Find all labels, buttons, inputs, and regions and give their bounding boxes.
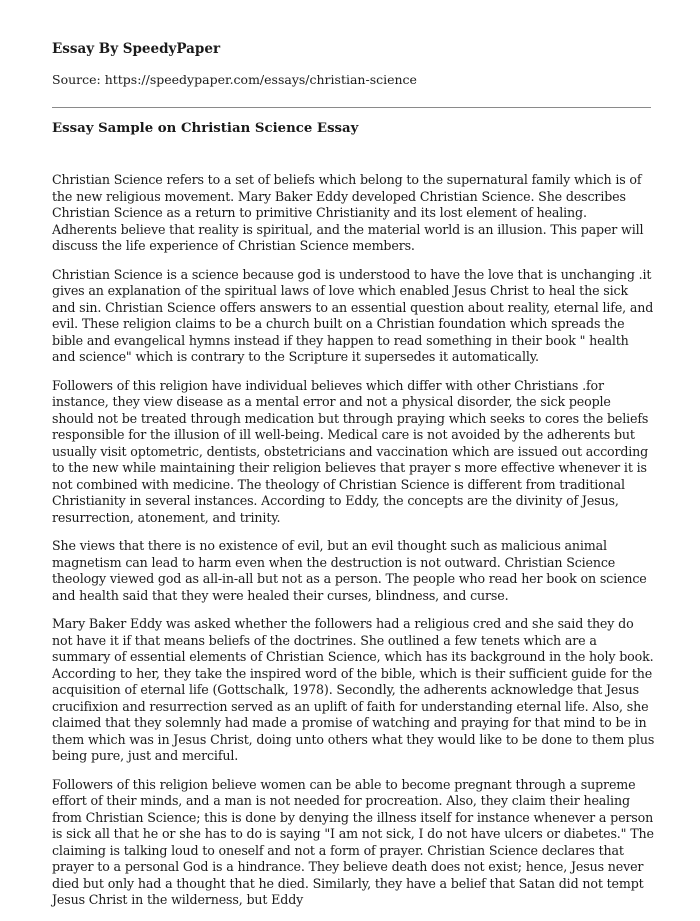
header-divider (52, 107, 651, 108)
essay-paragraph: Followers of this religion have individual believes which differ with other Christians .for instance, they view disease as a mental error and not a physical disorder, the sick people should not be treated through medication but through praying which seeks to cores the beliefs responsible for the illusion of ill well-being. Medical care is not avoided by the adherents but usually visit optometric, dentists, obstetricians and vaccination which are issued out according to the new while maintaining their religion believes that prayer s more effective whenever it is not combined with medicine. The theology of Christian Science is different from traditional Christianity in several instances. According to Eddy, the concepts are the divinity of Jesus, resurrection, atonement, and trinity. (52, 377, 649, 525)
essay-body (52, 172, 655, 921)
source-line: Source: https://speedypaper.com/essays/christian-science (52, 72, 417, 87)
document-title: Essay By SpeedyPaper (52, 41, 221, 57)
essay-paragraph: Followers of this religion believe women can be able to become pregnant through a supreme effort of their minds, and a man is not needed for procreation. Also, they claim their healing from Christian Science; this is done by denying the illness itself for instance whenever a person is sick all that he or she has to do is saying "I am not sick, I do not have ulcers or diabetes." The claiming is talking loud to oneself and not a form of prayer. Christian Science declares that prayer to a personal God is a hindrance. They believe death does not exist; hence, Jesus never died but only had a thought that he died. Similarly, they have a belief that Satan did not tempt Jesus Christ in the wilderness, but Eddy (52, 776, 654, 907)
essay-paragraph: Mary Baker Eddy was asked whether the followers had a religious cred and she said they do not have it if that means beliefs of the doctrines. She outlined a few tenets which are a summary of essential elements of Christian Science, which has its background in the holy book. According to her, they take the inspired word of the bible, which is their sufficient guide for the acquisition of eternal life (Gottschalk, 1978). Secondly, the adherents acknowledge that Jesus crucifixion and resurrection served as an uplift of faith for understanding eternal life. Also, she claimed that they solemnly had made a promise of watching and praying for that mind to be in them which was in Jesus Christ, doing unto others what they would like to be done to them plus being pure, just and merciful. (52, 616, 655, 763)
essay-heading: Essay Sample on Christian Science Essay (52, 121, 359, 136)
essay-paragraph: Christian Science refers to a set of beliefs which belong to the supernatural family which is of the new religious movement. Mary Baker Eddy developed Christian Science. She describes Christian Science as a return to primitive Christianity and its lost element of healing. Adherents believe that reality is spiritual, and the material world is an illusion. This paper will discuss the life experience of Christian Science members. (52, 172, 644, 253)
essay-paragraph: Christian Science is a science because god is understood to have the love that is unchanging .it gives an explanation of the spiritual laws of love which enabled Jesus Christ to heal the sick and sin. Christian Science offers answers to an essential question about reality, eternal life, and evil. These religion claims to be a church built on a Christian foundation which spreads the bible and evangelical hymns instead if they happen to read something in their book " health and science" which is contrary to the Scripture it supersedes it automatically. (52, 266, 654, 364)
essay-paragraph: She views that there is no existence of evil, but an evil thought such as malicious animal magnetism can lead to harm even when the destruction is not outward. Christian Science theology viewed god as all-in-all but not as a person. The people who read her book on science and health said that they were healed their curses, blindness, and curse. (52, 538, 647, 603)
document-header (52, 40, 652, 88)
